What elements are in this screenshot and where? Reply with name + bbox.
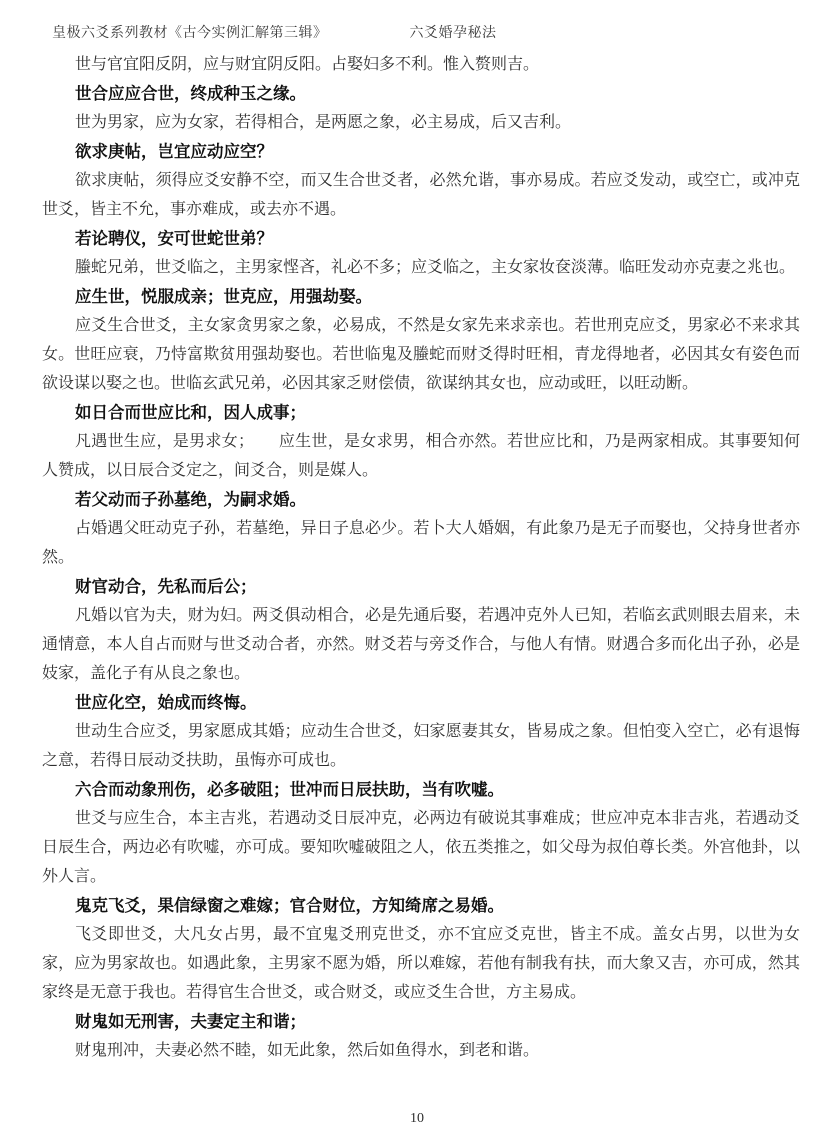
page-number: 10 — [410, 1111, 424, 1126]
section-heading: 如日合而世应比和，因人成事； — [75, 403, 306, 422]
paragraph: 飞爻即世爻，大凡女占男，最不宜鬼爻刑克世爻，亦不宜应爻克世，皆主不成。盖女占男，以世为女家，应为男家故也。如遇此象，主男家不愿为婚，所以难嫁，若他有制我有扶，而大象又吉，亦可成，然其家终是无意于我也。若得官生合世爻，或合财爻，或应爻生合世，方主易成。 — [42, 926, 800, 1001]
section-heading: 若父动而子孙墓绝，为嗣求婚。 — [75, 490, 306, 509]
section-heading: 世合应应合世，终成种玉之缘。 — [75, 84, 306, 103]
paragraph: 占婚遇父旺动克子孙，若墓绝，异日子息必少。若卜大人婚姻，有此象乃是无子而娶也，父持身世者亦然。 — [42, 520, 800, 566]
paragraph: 世为男家，应为女家，若得相合，是两愿之象，必主易成，后又吉利。 — [75, 114, 572, 131]
paragraph: 螣蛇兄弟，世爻临之，主男家悭吝，礼必不多；应爻临之，主女家妆奁淡薄。临旺发动亦克妻之兆也。 — [75, 259, 796, 276]
section-heading: 六合而动象刑伤，必多破阻；世冲而日辰扶助，当有吹嘘。 — [75, 780, 504, 799]
section-heading: 财鬼如无刑害，夫妻定主和谐； — [75, 1012, 306, 1031]
series-title: 皇极六爻系列教材《古今实例汇解第三辑》 — [52, 26, 328, 41]
section-heading: 应生世，悦服成亲；世克应，用强劫娶。 — [75, 287, 372, 306]
paragraph: 世与官宜阳反阴，应与财宜阴反阳。占娶妇多不利。惟入赘则吉。 — [75, 56, 540, 73]
section-heading: 若论聘仪，安可世蛇世弟？ — [75, 229, 273, 248]
section-heading: 世应化空，始成而终悔。 — [75, 693, 257, 712]
paragraph: 凡遇世生应，是男求女； 应生世，是女求男，相合亦然。若世应比和，乃是两家相成。其事要知何人赞成，以日辰合爻定之，间爻合，则是媒人。 — [42, 433, 800, 479]
page-header — [52, 22, 800, 42]
document-body — [42, 50, 800, 1065]
paragraph: 应爻生合世爻，主女家贪男家之象，必易成，不然是女家先来求亲也。若世刑克应爻，男家必不来求其女。世旺应衰，乃恃富欺贫用强劫娶也。若世临鬼及螣蛇而财爻得时旺相，青龙得地者，必因其女有姿色而欲设谋以娶之也。世临玄武兄弟，必因其家乏财偿债，欲谋纳其女也，应动或旺，以旺动断。 — [42, 317, 800, 392]
section-heading: 财官动合，先私而后公； — [75, 577, 257, 596]
section-heading: 欲求庚帖，岂宜应动应空？ — [75, 142, 273, 161]
section-heading: 鬼克飞爻，果信绿窗之难嫁；官合财位，方知绮席之易婚。 — [75, 896, 504, 915]
paragraph: 世爻与应生合，本主吉兆，若遇动爻日辰冲克，必两边有破说其事难成；世应冲克本非吉兆，若遇动爻日辰生合，两边必有吹嘘，亦可成。要知吹嘘破阻之人，依五类推之，如父母为叔伯尊长类。外宫他卦，以外人言。 — [42, 810, 800, 885]
paragraph: 欲求庚帖，须得应爻安静不空，而又生合世爻者，必然允谐，事亦易成。若应爻发动，或空亡，或冲克世爻，皆主不允，事亦难成，或去亦不遇。 — [42, 172, 800, 218]
paragraph: 凡婚以官为夫，财为妇。两爻俱动相合，必是先通后娶，若遇冲克外人已知，若临玄武则眼去眉来，未通情意，本人自占而财与世爻动合者，亦然。财爻若与旁爻作合，与他人有情。财遇合多而化出子孙，必是妓家，盖化子有从良之象也。 — [42, 607, 800, 682]
page-footer — [0, 1111, 834, 1127]
paragraph: 财鬼刑冲，夫妻必然不睦，如无此象，然后如鱼得水，到老和谐。 — [75, 1042, 540, 1059]
doc-title: 六爻婚孕秘法 — [409, 26, 497, 41]
paragraph: 世动生合应爻，男家愿成其婚；应动生合世爻，妇家愿妻其女，皆易成之象。但怕变入空亡，必有退悔之意，若得日辰动爻扶助，虽悔亦可成也。 — [42, 723, 800, 769]
